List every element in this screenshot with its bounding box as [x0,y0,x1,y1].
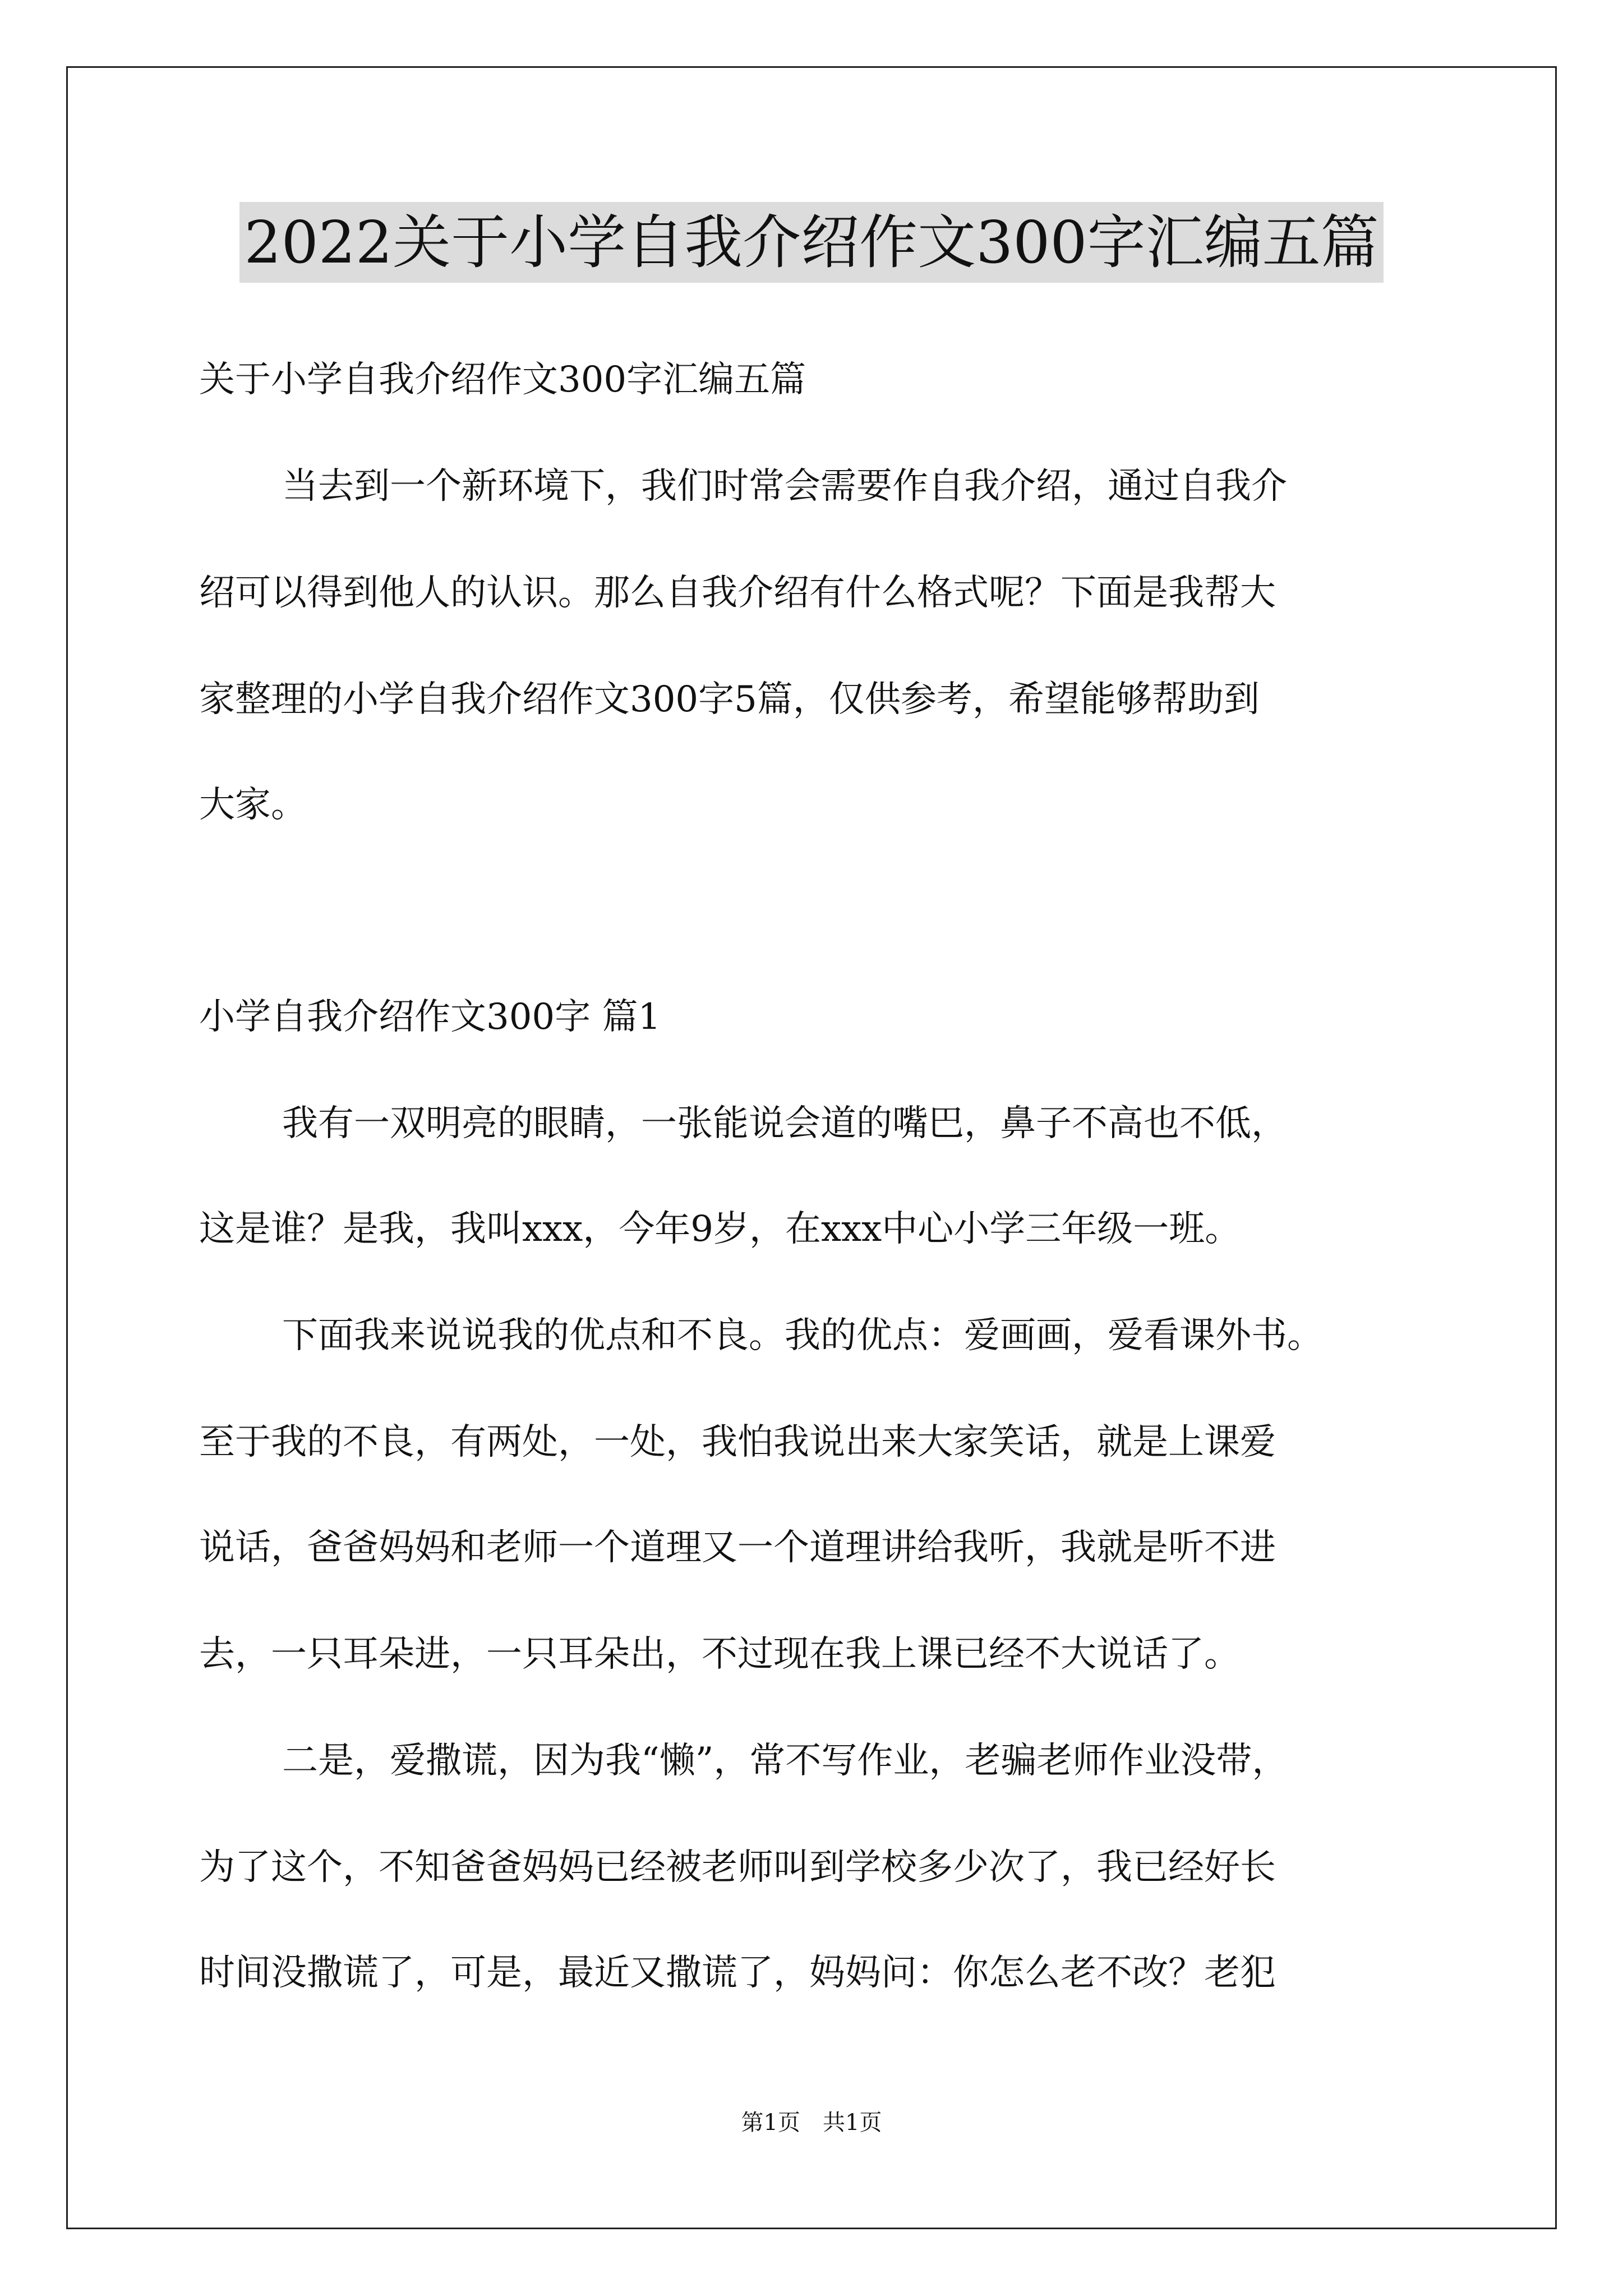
paragraph-line: 我有一双明亮的眼睛，一张能说会道的嘴巴，鼻子不高也不低， [282,1103,1287,1144]
intro-line: 当去到一个新环境下，我们时常会需要作自我介绍，通过自我介 [282,466,1287,507]
paragraph-line: 去，一只耳朵进，一只耳朵出，不过现在我上课已经不大说话了。 [199,1634,1240,1675]
subtitle: 关于小学自我介绍作文300字汇编五篇 [199,359,806,401]
intro-line: 大家。 [199,784,307,826]
title-container [0,202,1623,283]
page-footer: 第1页 共1页 [741,2110,882,2136]
paragraph-line: 二是，爱撒谎，因为我“懒”，常不写作业，老骗老师作业没带， [282,1740,1288,1782]
paragraph-line: 至于我的不良，有两处，一处，我怕我说出来大家笑话，就是上课爱 [199,1421,1276,1463]
paragraph-line: 下面我来说说我的优点和不良。我的优点：爱画画，爱看课外书。 [282,1315,1323,1356]
document-title: 2022关于小学自我介绍作文300字汇编五篇 [239,202,1383,283]
paragraph-line: 说话，爸爸妈妈和老师一个道理又一个道理讲给我听，我就是听不进 [199,1527,1276,1568]
paragraph-line: 时间没撒谎了，可是，最近又撒谎了，妈妈问：你怎么老不改？老犯 [199,1952,1276,1994]
intro-line: 绍可以得到他人的认识。那么自我介绍有什么格式呢？下面是我帮大 [199,572,1276,614]
paragraph-line: 为了这个，不知爸爸妈妈已经被老师叫到学校多少次了，我已经好长 [199,1847,1276,1888]
intro-line: 家整理的小学自我介绍作文300字5篇，仅供参考，希望能够帮助到 [199,679,1260,720]
section-heading: 小学自我介绍作文300字 篇1 [199,996,661,1038]
paragraph-line: 这是谁？是我，我叫xxx，今年9岁，在xxx中心小学三年级一班。 [199,1208,1241,1250]
